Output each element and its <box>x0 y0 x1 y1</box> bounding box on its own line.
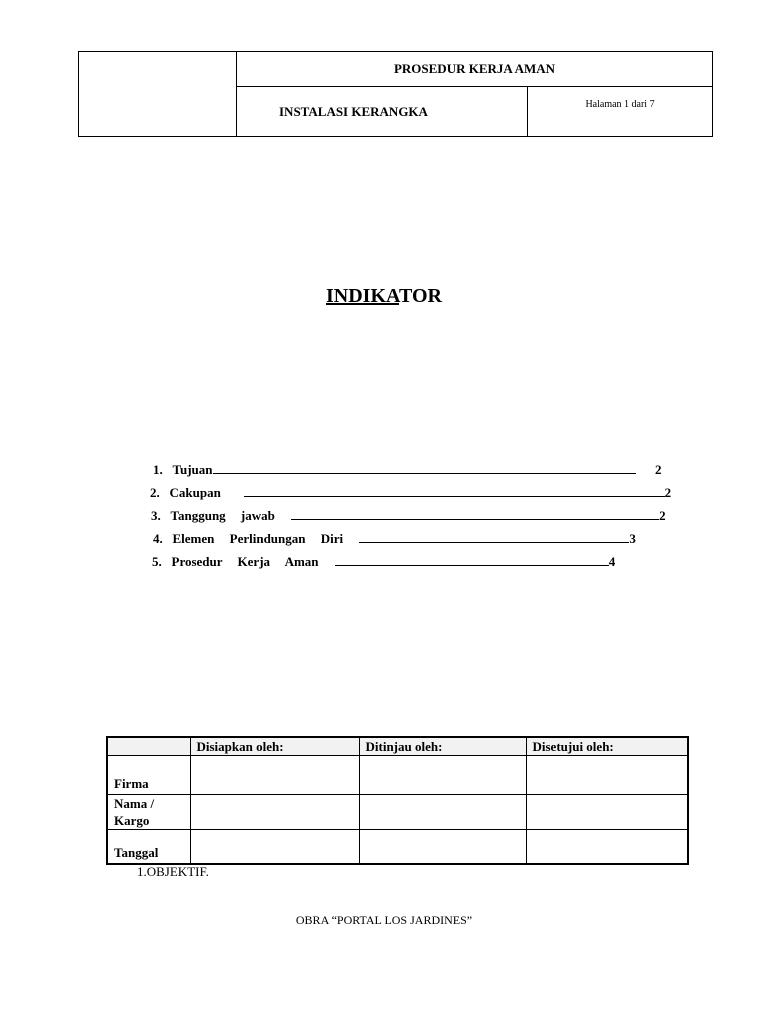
signature-cell[interactable] <box>359 756 526 795</box>
page-number: Halaman 1 dari 7 <box>528 87 713 137</box>
toc-item[interactable] <box>150 485 671 501</box>
toc-leader-line <box>244 495 665 497</box>
toc-number: 4. <box>153 531 163 546</box>
approval-header-prepared: Disiapkan oleh: <box>190 737 359 756</box>
approval-row-label-tanggal: Tanggal <box>107 830 190 864</box>
toc-label: Elemen Perlindungan Diri <box>172 531 344 546</box>
page-heading-rest: TOR <box>398 285 442 307</box>
document-header-table <box>78 51 713 137</box>
name-cell[interactable] <box>526 795 688 830</box>
toc-item[interactable] <box>151 508 666 524</box>
toc-number: 5. <box>152 554 162 569</box>
toc-number: 2. <box>150 485 160 500</box>
approval-header-blank <box>107 737 190 756</box>
toc-label: Tanggung jawab <box>170 508 275 523</box>
toc-leader-line <box>335 564 609 566</box>
toc-item[interactable] <box>153 531 636 547</box>
date-cell[interactable] <box>190 830 359 864</box>
page-heading-underlined: INDIKA <box>326 285 399 307</box>
document-title: PROSEDUR KERJA AMAN <box>237 52 713 87</box>
toc-item[interactable] <box>153 462 662 478</box>
toc-leader-line <box>359 541 629 543</box>
approval-row-label-firma: Firma <box>107 756 190 795</box>
logo-cell <box>79 52 237 137</box>
page-heading <box>0 285 768 308</box>
toc-leader-line <box>291 518 659 520</box>
toc-label: Prosedur Kerja Aman <box>171 554 319 569</box>
section-heading-objektif: 1.OBJEKTIF. <box>137 864 209 879</box>
toc-page: 2 <box>655 462 662 477</box>
signature-cell[interactable] <box>526 756 688 795</box>
toc-number: 3. <box>151 508 161 523</box>
date-cell[interactable] <box>359 830 526 864</box>
approval-table <box>106 736 689 865</box>
date-cell[interactable] <box>526 830 688 864</box>
toc-page: 4 <box>608 554 616 569</box>
name-cell[interactable] <box>190 795 359 830</box>
toc-page: 2 <box>664 485 672 500</box>
toc-label: Tujuan <box>172 462 213 477</box>
approval-row-label-nama-kargo: Nama / Kargo <box>107 795 190 830</box>
approval-header-reviewed: Ditinjau oleh: <box>359 737 526 756</box>
toc-leader-line <box>213 472 636 474</box>
toc-page: 3 <box>629 531 636 546</box>
name-cell[interactable] <box>359 795 526 830</box>
signature-cell[interactable] <box>190 756 359 795</box>
toc-page: 2 <box>659 508 666 523</box>
toc-number: 1. <box>153 462 163 477</box>
toc-item[interactable] <box>152 554 615 570</box>
toc-label: Cakupan <box>169 485 221 500</box>
page-footer: OBRA “PORTAL LOS JARDINES” <box>295 913 473 927</box>
document-subtitle: INSTALASI KERANGKA <box>237 87 528 137</box>
approval-header-approved: Disetujui oleh: <box>526 737 688 756</box>
